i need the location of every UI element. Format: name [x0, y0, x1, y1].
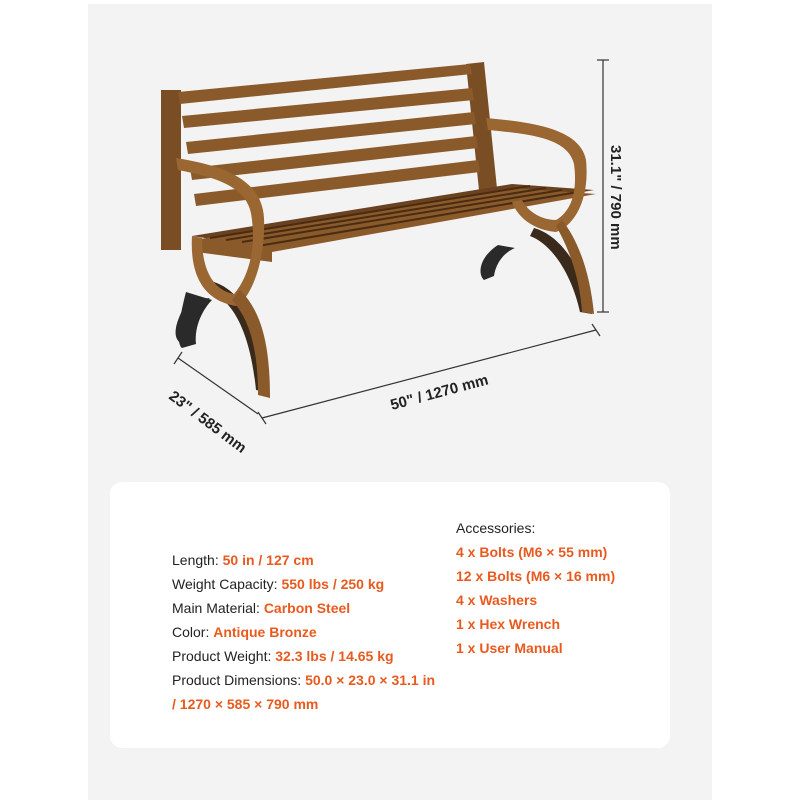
spec-value: Antique Bronze	[213, 624, 317, 640]
accessory-item: 1 x Hex Wrench	[456, 616, 561, 632]
spec-label: Color:	[172, 624, 214, 640]
spec-value: Carbon Steel	[263, 600, 351, 616]
spec-label: Weight Capacity:	[172, 576, 282, 592]
spec-label: Main Material:	[172, 600, 264, 616]
accessories-list	[456, 516, 676, 660]
spec-label: Length:	[172, 552, 223, 568]
spec-label: Product Dimensions:	[172, 672, 306, 688]
spec-row-length	[172, 548, 452, 572]
spec-value: 32.3 lbs / 14.65 kg	[275, 648, 394, 664]
accessories-title: Accessories:	[456, 520, 536, 536]
width-dimension-label: 50" / 1270 mm	[388, 371, 491, 414]
spec-value: 550 lbs / 250 kg	[281, 576, 385, 592]
accessory-item: 4 x Bolts (M6 × 55 mm)	[456, 544, 608, 560]
spec-label: Product Weight:	[172, 648, 276, 664]
spec-row-color	[172, 620, 452, 644]
height-dimension-label: 31.1" / 790 mm	[607, 145, 624, 250]
spec-value: 50 in / 127 cm	[222, 552, 314, 568]
spec-row-product-weight	[172, 644, 452, 668]
spec-value: 50.0 × 23.0 × 31.1 in	[305, 672, 436, 688]
spec-row-main-material	[172, 596, 452, 620]
spec-value: / 1270 × 585 × 790 mm	[172, 696, 319, 712]
spec-list	[172, 548, 452, 716]
accessory-item: 12 x Bolts (M6 × 16 mm)	[456, 568, 616, 584]
spec-row-product-dimensions	[172, 668, 452, 692]
accessory-item: 4 x Washers	[456, 592, 538, 608]
spec-row-weight-capacity	[172, 572, 452, 596]
accessory-item: 1 x User Manual	[456, 640, 563, 656]
depth-dimension-label: 23" / 585 mm	[165, 387, 250, 457]
spec-row-product-dimensions-mm	[172, 692, 452, 716]
